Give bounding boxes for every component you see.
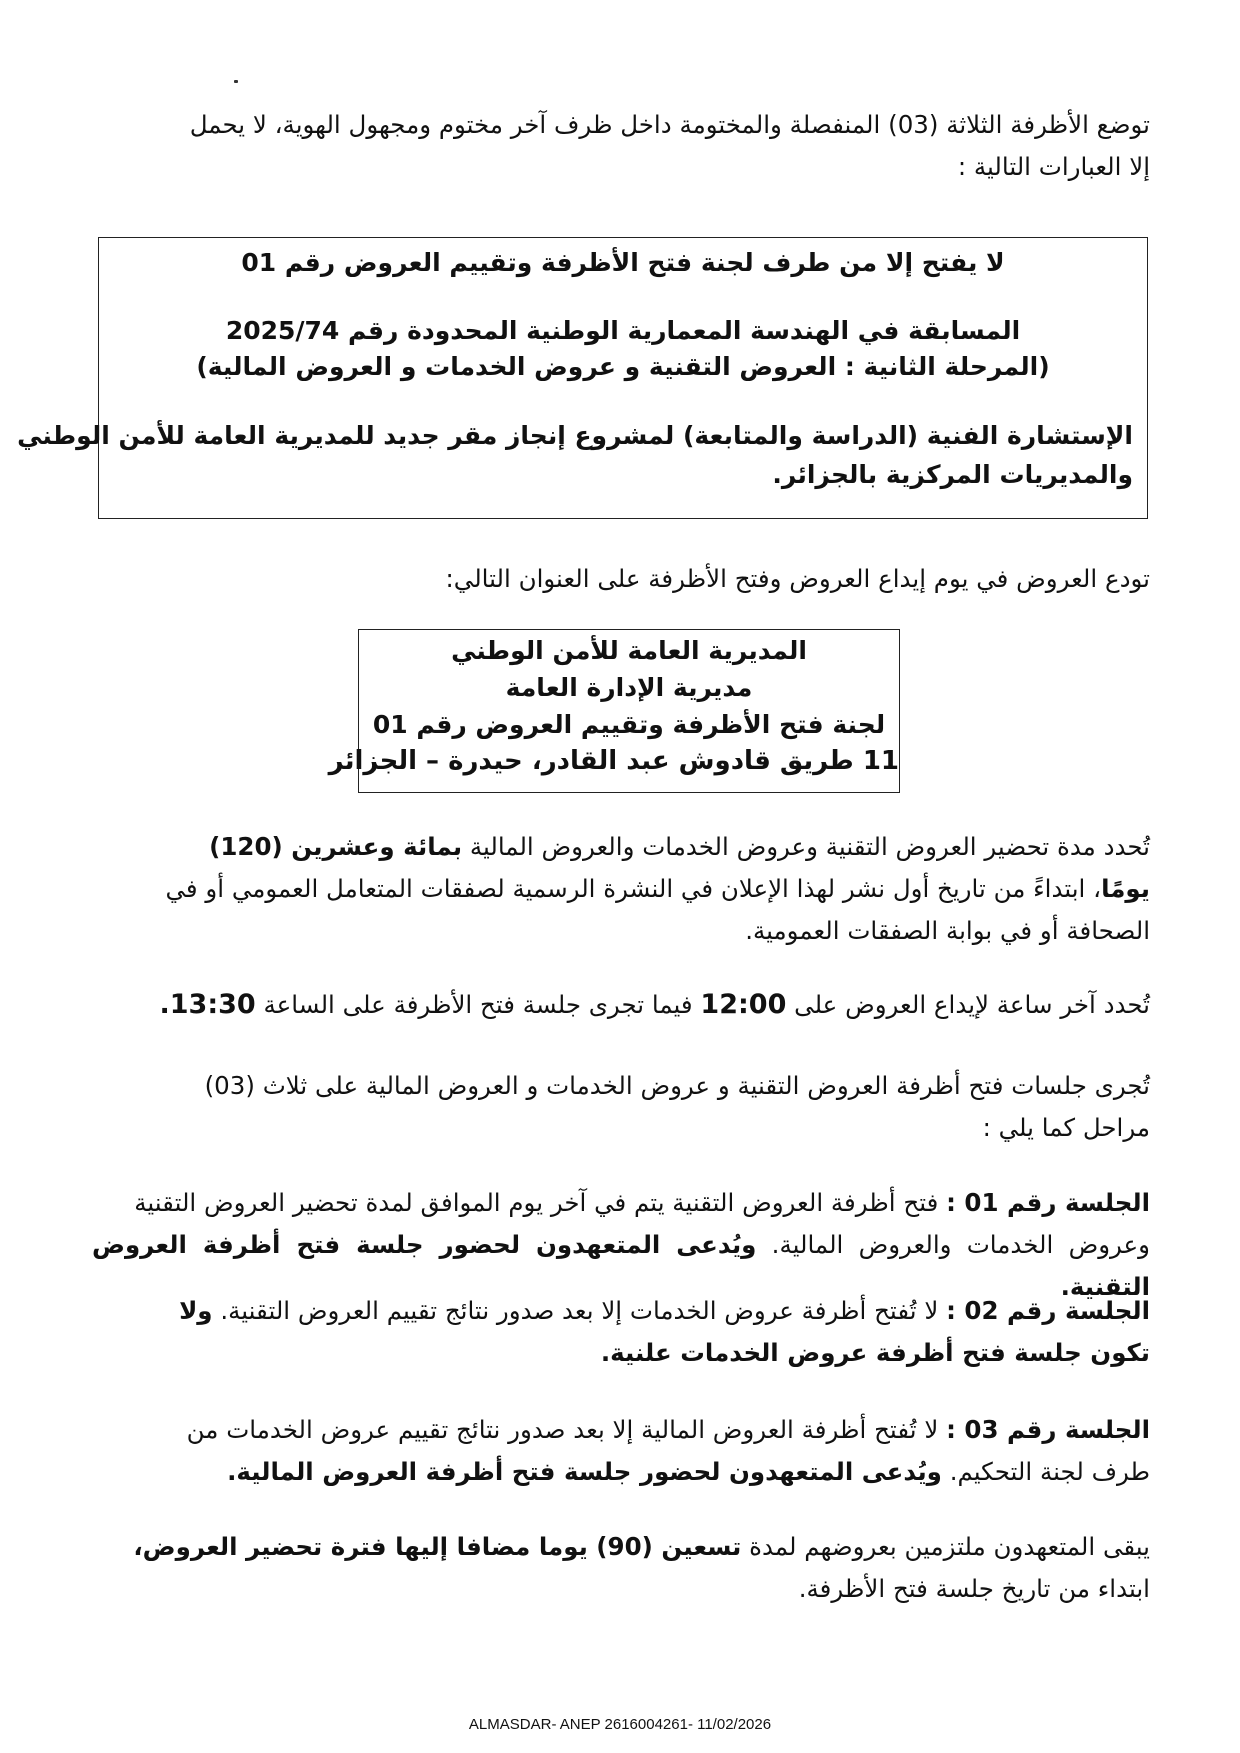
envelope-line-4: الإستشارة الفنية (الدراسة والمتابعة) لمشروع إنجاز مقر جديد للمديرية العامة للأمن الوطني xyxy=(17,421,1133,450)
session-3-text-2: طرف لجنة التحكيم. xyxy=(941,1457,1150,1486)
session-2-label: الجلسة رقم 02 : xyxy=(946,1296,1150,1325)
envelope-label-box xyxy=(17,237,1148,519)
validity-bold: تسعين (90) يوما مضافا إليها فترة تحضير العروض، xyxy=(133,1532,742,1561)
sessions-intro-line-2: مراحل كما يلي : xyxy=(982,1113,1150,1142)
duration-day-word: يومًا xyxy=(1101,874,1150,903)
session-2-paragraph xyxy=(92,1290,1150,1374)
deadline-text-2: فيما تجرى جلسة فتح الأظرفة على الساعة xyxy=(255,990,701,1019)
session-2-line-2: تكون جلسة فتح أظرفة عروض الخدمات علنية. xyxy=(600,1338,1150,1367)
address-box xyxy=(328,629,900,793)
deadline-paragraph xyxy=(92,984,1150,1026)
duration-line-2 xyxy=(92,868,1150,910)
address-line-4: 11 طريق قادوش عبد القادر، حيدرة – الجزائر xyxy=(328,746,899,776)
duration-text-2: ، ابتداءً من تاريخ أول نشر لهذا الإعلان في النشرة الرسمية لصفقات المتعامل العمومي أو في xyxy=(165,874,1102,903)
session-1-bold: ويُدعى المتعهدون لحضور جلسة فتح أظرفة العروض التقنية. xyxy=(92,1230,1150,1301)
address-line-1: المديرية العامة للأمن الوطني xyxy=(451,636,807,665)
envelope-line-5: والمديريات المركزية بالجزائر. xyxy=(772,460,1133,489)
sessions-intro xyxy=(92,1065,1150,1149)
opening-time: 13:30. xyxy=(159,989,256,1020)
duration-line-3: الصحافة أو في بوابة الصفقات العمومية. xyxy=(745,916,1150,945)
intro-line-2: إلا العبارات التالية : xyxy=(957,152,1150,181)
duration-line-1 xyxy=(92,826,1150,868)
sessions-intro-line-1: تُجرى جلسات فتح أظرفة العروض التقنية و عروض الخدمات و العروض المالية على ثلاث (03) xyxy=(204,1071,1150,1100)
validity-line-2: ابتداء من تاريخ جلسة فتح الأظرفة. xyxy=(798,1574,1150,1603)
session-1-text-2: وعروض الخدمات والعروض المالية. xyxy=(756,1230,1150,1259)
session-3-line-2 xyxy=(92,1451,1150,1493)
session-3-text-1: لا تُفتح أظرفة العروض المالية إلا بعد صدور نتائج تقييم عروض الخدمات من xyxy=(186,1415,947,1444)
session-2-line-1 xyxy=(92,1290,1150,1332)
session-2-bold-1: ولا xyxy=(179,1296,213,1325)
session-3-bold: ويُدعى المتعهدون لحضور جلسة فتح أظرفة العروض المالية. xyxy=(227,1457,942,1486)
intro-paragraph xyxy=(92,104,1150,188)
session-3-label: الجلسة رقم 03 : xyxy=(946,1415,1150,1444)
envelope-line-2: المسابقة في الهندسة المعمارية الوطنية المحدودة رقم 2025/74 xyxy=(225,316,1021,345)
scan-speck xyxy=(234,80,238,83)
validity-line-1 xyxy=(92,1526,1150,1568)
session-3-paragraph xyxy=(92,1409,1150,1493)
deposit-intro-text: تودع العروض في يوم إيداع العروض وفتح الأظرفة على العنوان التالي: xyxy=(445,564,1150,593)
session-3-line-1 xyxy=(92,1409,1150,1451)
duration-paragraph xyxy=(92,826,1150,952)
session-1-line-1 xyxy=(92,1182,1150,1224)
intro-line-1: توضع الأظرفة الثلاثة (03) المنفصلة والمختومة داخل ظرف آخر مختوم ومجهول الهوية، لا يحمل xyxy=(189,110,1150,139)
deadline-line xyxy=(92,984,1150,1026)
deadline-text-1: تُحدد آخر ساعة لإيداع العروض على xyxy=(786,990,1150,1019)
address-line-3: لجنة فتح الأظرفة وتقييم العروض رقم 01 xyxy=(372,710,886,739)
deposit-intro xyxy=(92,558,1150,600)
session-2-text-1: لا تُفتح أظرفة عروض الخدمات إلا بعد صدور نتائج تقييم العروض التقنية. xyxy=(212,1296,947,1325)
validity-paragraph xyxy=(92,1526,1150,1610)
address-line-2: مديرية الإدارة العامة xyxy=(505,673,753,702)
validity-text-1: يبقى المتعهدون ملتزمين بعروضهم لمدة xyxy=(741,1532,1150,1561)
envelope-line-1: لا يفتح إلا من طرف لجنة فتح الأظرفة وتقييم العروض رقم 01 xyxy=(241,248,1005,277)
footer-reference: ALMASDAR- ANEP 2616004261- 11/02/2026 xyxy=(468,1716,772,1733)
duration-days-bold: بمائة وعشرين (120) xyxy=(209,832,463,861)
envelope-line-3: (المرحلة الثانية : العروض التقنية و عروض الخدمات و العروض المالية) xyxy=(196,352,1050,381)
duration-text-1: تُحدد مدة تحضير العروض التقنية وعروض الخدمات والعروض المالية xyxy=(462,832,1150,861)
session-1-label: الجلسة رقم 01 : xyxy=(946,1188,1150,1217)
session-1-text-1: فتح أظرفة العروض التقنية يتم في آخر يوم الموافق لمدة تحضير العروض التقنية xyxy=(134,1188,947,1217)
deposit-time: 12:00 xyxy=(700,989,787,1020)
